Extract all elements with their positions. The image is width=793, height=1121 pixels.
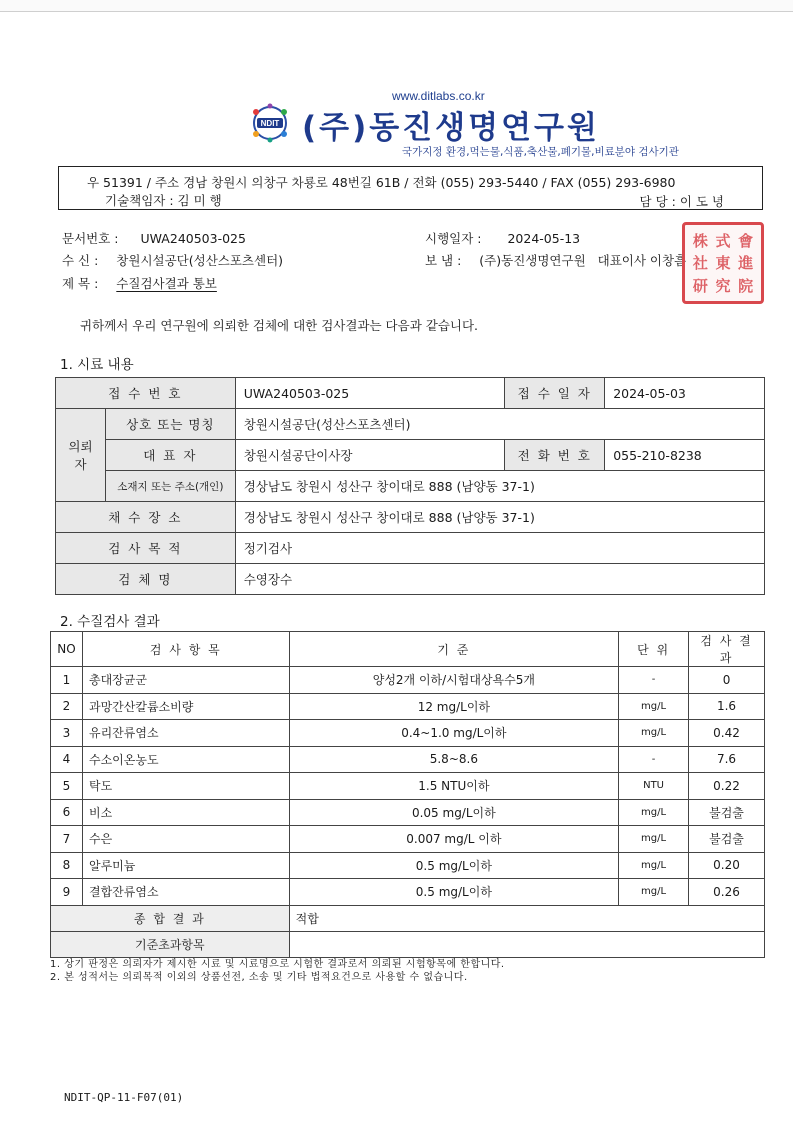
- footnote-1: 1. 상기 판정은 의뢰자가 제시한 시료 및 시료명으로 시험한 결과로서 의뢰된 시험항목에 한합니다.: [50, 959, 505, 970]
- address-box: [58, 166, 763, 210]
- client-name: 창원시설공단(성산스포츠센터): [235, 409, 764, 440]
- purpose-label: 검 사 목 적: [56, 533, 236, 564]
- test-date: 2024-05-13: [507, 231, 581, 246]
- company-logo: [248, 103, 292, 143]
- receipt-no: UWA240503-025: [235, 378, 505, 409]
- col-result: 검 사 결 과: [689, 632, 765, 667]
- row-standard: 5.8~8.6: [289, 746, 618, 773]
- results-table: [50, 631, 765, 958]
- section1-title: 1. 시료 내용: [60, 357, 134, 373]
- row-item: 결합잔류염소: [82, 879, 289, 906]
- col-item: 검 사 항 목: [82, 632, 289, 667]
- row-item: 유리잔류염소: [82, 720, 289, 747]
- client-label: 의뢰자: [56, 409, 106, 502]
- phone: 055-210-8238: [605, 440, 765, 471]
- receipt-date-label: 접 수 일 자: [505, 378, 605, 409]
- row-item: 탁도: [82, 773, 289, 800]
- row-no: 8: [51, 852, 83, 879]
- row-item: 수소이온농도: [82, 746, 289, 773]
- seal-glyph: 院: [738, 277, 754, 296]
- row-standard: 0.5 mg/L이하: [289, 879, 618, 906]
- representative: 창원시설공단이사장: [235, 440, 505, 471]
- doc-number: UWA240503-025: [140, 231, 246, 246]
- name-label: 상호 또는 명칭: [105, 409, 235, 440]
- row-item: 총대장균군: [82, 667, 289, 694]
- row-standard: 양성2개 이하/시험대상욕수5개: [289, 667, 618, 694]
- row-no: 6: [51, 799, 83, 826]
- table-row: [51, 746, 765, 773]
- page-top-edge: [0, 0, 793, 12]
- footnotes: [50, 958, 505, 984]
- sampling-location: 경상남도 창원시 성산구 창이대로 888 (남양동 37-1): [235, 502, 764, 533]
- recipient-row: [62, 251, 283, 269]
- table-row: [56, 440, 765, 471]
- website-url[interactable]: www.ditlabs.co.kr: [392, 89, 485, 103]
- sample-type-label: 검 체 명: [56, 564, 236, 595]
- certification-line: 국가지정 환경,먹는물,식품,축산물,폐기물,비료분야 검사기관: [402, 146, 679, 158]
- seal-glyph: 社: [692, 254, 708, 273]
- greeting: 귀하께서 우리 연구원에 의뢰한 검체에 대한 검사결과는 다음과 같습니다.: [80, 318, 479, 333]
- row-unit: mg/L: [619, 852, 689, 879]
- table-row: [56, 533, 765, 564]
- row-standard: 0.4~1.0 mg/L이하: [289, 720, 618, 747]
- ceo-name: 대표이사 이창흠: [597, 253, 687, 268]
- table-row: [56, 471, 765, 502]
- row-unit: -: [619, 667, 689, 694]
- row-result: 0.42: [689, 720, 765, 747]
- row-unit: mg/L: [619, 720, 689, 747]
- tech-manager: 기술책임자 : 김 미 행: [105, 193, 222, 208]
- seal-glyph: 研: [692, 277, 708, 296]
- company-name: (주)동진생명연구원: [302, 110, 600, 146]
- col-no: NO: [51, 632, 83, 667]
- table-row: [51, 852, 765, 879]
- sample-type: 수영장수: [235, 564, 764, 595]
- table-row: [51, 879, 765, 906]
- table-row: [51, 720, 765, 747]
- recipient-label: 수 신 :: [62, 253, 99, 268]
- overall-row: [51, 905, 765, 931]
- section2-title: 2. 수질검사 결과: [60, 614, 160, 630]
- seal-glyph: 株: [692, 231, 708, 250]
- test-date-label: 시행일자 :: [425, 231, 482, 246]
- row-result: 0.22: [689, 773, 765, 800]
- table-row: [56, 409, 765, 440]
- address-label: 소재지 또는 주소(개인): [105, 471, 235, 502]
- subject: 수질검사결과 통보: [116, 276, 217, 291]
- doc-number-label: 문서번호 :: [62, 231, 119, 246]
- row-result: 불검출: [689, 826, 765, 853]
- seal-glyph: 會: [738, 231, 754, 250]
- table-row: [56, 502, 765, 533]
- exceed-row: [51, 931, 765, 957]
- row-standard: 12 mg/L이하: [289, 693, 618, 720]
- address-line: 우 51391 / 주소 경남 창원시 의창구 차룡로 48번길 61B / 전화 (055) 293-5440 / FAX (055) 293-6980: [87, 175, 676, 190]
- row-result: 불검출: [689, 799, 765, 826]
- seal-glyph: 進: [738, 254, 754, 273]
- row-result: 0: [689, 667, 765, 694]
- table-row: [51, 693, 765, 720]
- company-seal: [682, 222, 764, 304]
- subject-label: 제 목 :: [62, 276, 99, 291]
- row-no: 1: [51, 667, 83, 694]
- sample-info-table: [55, 377, 765, 595]
- row-item: 수은: [82, 826, 289, 853]
- staff-in-charge: 담 당 : 이 도 녕: [639, 194, 724, 209]
- row-no: 4: [51, 746, 83, 773]
- table-row: [51, 773, 765, 800]
- row-no: 2: [51, 693, 83, 720]
- col-standard: 기 준: [289, 632, 618, 667]
- row-standard: 0.5 mg/L이하: [289, 852, 618, 879]
- row-item: 과망간산칼륨소비량: [82, 693, 289, 720]
- row-no: 9: [51, 879, 83, 906]
- row-unit: mg/L: [619, 879, 689, 906]
- row-unit: -: [619, 746, 689, 773]
- subject-row: [62, 274, 217, 292]
- test-purpose: 정기검사: [235, 533, 764, 564]
- table-header-row: [51, 632, 765, 667]
- row-item: 알루미늄: [82, 852, 289, 879]
- seal-glyph: 東: [715, 254, 731, 273]
- table-row: [51, 799, 765, 826]
- col-unit: 단 위: [619, 632, 689, 667]
- sender-label: 보 냄 :: [425, 253, 462, 268]
- row-unit: mg/L: [619, 693, 689, 720]
- test-date-row: [425, 229, 580, 247]
- phone-label: 전 화 번 호: [505, 440, 605, 471]
- row-unit: mg/L: [619, 799, 689, 826]
- recipient: 창원시설공단(성산스포츠센터): [116, 253, 284, 268]
- table-row: [56, 378, 765, 409]
- doc-number-row: [62, 229, 246, 247]
- row-result: 0.20: [689, 852, 765, 879]
- row-result: 7.6: [689, 746, 765, 773]
- row-standard: 0.007 mg/L 이하: [289, 826, 618, 853]
- sender: (주)동진생명연구원: [479, 253, 586, 268]
- row-result: 1.6: [689, 693, 765, 720]
- row-standard: 1.5 NTU이하: [289, 773, 618, 800]
- row-no: 3: [51, 720, 83, 747]
- table-row: [56, 564, 765, 595]
- seal-glyph: 究: [715, 277, 731, 296]
- rep-label: 대 표 자: [105, 440, 235, 471]
- row-no: 5: [51, 773, 83, 800]
- receipt-no-label: 접 수 번 호: [56, 378, 236, 409]
- client-address: 경상남도 창원시 성산구 창이대로 888 (남양동 37-1): [235, 471, 764, 502]
- form-number: NDIT-QP-11-F07(01): [64, 1091, 184, 1104]
- receipt-date: 2024-05-03: [605, 378, 765, 409]
- table-row: [51, 826, 765, 853]
- sampling-label: 채 수 장 소: [56, 502, 236, 533]
- footnote-2: 2. 본 성적서는 의뢰목적 이외의 상품선전, 소송 및 기타 법적요건으로 사용할 수 없습니다.: [50, 972, 468, 983]
- row-standard: 0.05 mg/L이하: [289, 799, 618, 826]
- row-unit: mg/L: [619, 826, 689, 853]
- overall-label: 종 합 결 과: [51, 905, 290, 931]
- row-unit: NTU: [619, 773, 689, 800]
- sender-row: [425, 251, 686, 269]
- table-row: [51, 667, 765, 694]
- seal-glyph: 式: [715, 231, 731, 250]
- row-result: 0.26: [689, 879, 765, 906]
- exceed-label: 기준초과항목: [51, 931, 290, 957]
- row-no: 7: [51, 826, 83, 853]
- row-item: 비소: [82, 799, 289, 826]
- logo-text: NDIT: [260, 119, 280, 128]
- overall-result: 적합: [289, 905, 764, 931]
- exceed-items: [289, 931, 764, 957]
